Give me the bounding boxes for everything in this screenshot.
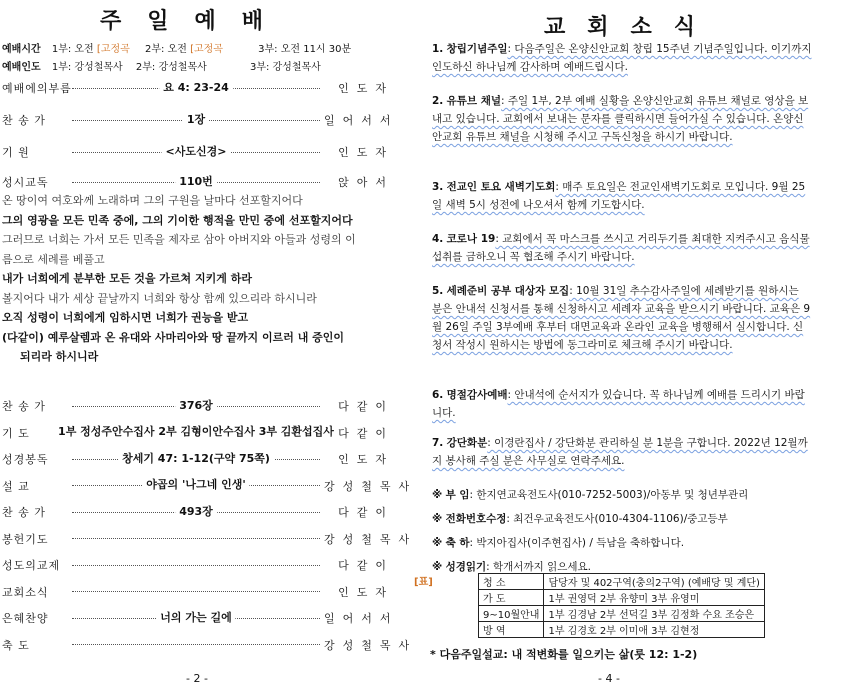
order-row [2, 112, 399, 128]
order-content: 110번 [175, 173, 217, 189]
duty-people: 1부 권영덕 2부 유향미 3부 유영미 [544, 590, 765, 606]
order-label: 찬 송 가 [2, 506, 46, 519]
order-row [2, 80, 394, 96]
news-body: : 교회에서 꼭 마스크를 쓰시고 거리두기를 최대한 지켜주시고 음식물 섭취를 금하오니 꼭 협조해 주시기 바랍니다. [432, 233, 810, 263]
duty-people: 1부 김경남 2부 선덕길 3부 김정화 수요 조승은 [544, 606, 765, 622]
order-label: 은혜찬양 [2, 612, 49, 625]
news-item [432, 40, 812, 76]
next-sermon-footer: * 다음주일설교: 내 적변화를 일으키는 삶(룻 12: 1-2) [430, 648, 698, 661]
order-label: 성경봉독 [2, 453, 49, 466]
news-num: 4. [432, 233, 444, 245]
duty-role: 방 역 [479, 622, 544, 638]
news-item [432, 386, 812, 422]
order-performer: 다같이 [338, 506, 394, 519]
duty-role: 가 도 [479, 590, 544, 606]
news-item [432, 92, 812, 146]
note-heading: 성경읽기 [445, 561, 487, 573]
time-tag2: [고정곡 [190, 44, 223, 55]
duty-people: 1부 김경호 2부 이미애 3부 김현정 [544, 622, 765, 638]
order-label: 찬 송 가 [2, 114, 46, 127]
left-page [0, 0, 420, 692]
news-item [432, 230, 812, 266]
note-body: : 한지연교육전도사(010-7252-5003)/아동부 및 청년부관리 [469, 489, 749, 501]
order-performer: 인도자 [338, 82, 394, 95]
order-content: 창세기 47: 1-12(구약 75쪽) [118, 450, 274, 466]
order-performer: 다같이 [338, 559, 394, 572]
news-note [432, 534, 812, 552]
order-leader-dots [72, 565, 320, 566]
duty-row [479, 622, 765, 638]
order-content: 너의 가는 길에 [156, 609, 235, 625]
note-mark: ※ [432, 561, 443, 573]
time-p2: 2부: 오전 [144, 44, 187, 55]
order-performer: 앉아서 [338, 176, 394, 189]
reading-line: 름으로 세례를 베풀고 [2, 252, 105, 266]
order-row [2, 610, 399, 626]
leader-p3: 3부: 강성철목사 [249, 62, 321, 73]
time-p1: 1부: 오전 [51, 44, 94, 55]
note-mark: ※ [432, 489, 443, 501]
news-num: 2. [432, 95, 444, 107]
news-heading: 명절감사예배 [446, 389, 508, 401]
news-body: : 10월 31일 추수감사주일에 세례받기를 원하시는 분은 안내석 신청서를 통해 신청하시고 세례자 교육을 받으시기 바랍니다. 교육은 9월 26일 주일 3부예배 후부터 대면교육과 온라인 교육을 병행해서 실시합니다. 신청서 작성시 원하시는 방법에 동그라미로 체크해 주시기 바랍니다. [432, 285, 811, 351]
news-num: 7. [432, 437, 444, 449]
order-row [2, 398, 394, 414]
order-content: <사도신경> [162, 143, 231, 159]
note-heading: 전화번호수정 [445, 513, 507, 525]
order-leader-dots [72, 398, 320, 412]
order-row [2, 504, 394, 520]
order-leader-dots [72, 451, 320, 465]
news-item [432, 178, 812, 214]
table-tag: [표] [414, 577, 433, 588]
reading-line: 그러므로 너희는 가서 모든 민족을 제자로 삼아 아버지와 아들과 성령의 이 [2, 233, 356, 246]
order-performer: 일어서서 [324, 114, 399, 127]
order-row [2, 478, 418, 494]
duty-people: 담당자 및 402구역(충의2구역) (예배당 및 계단) [544, 574, 765, 590]
news-note [432, 486, 812, 504]
note-mark: ※ [432, 513, 443, 525]
reading-line: 내가 너희에게 분부한 모든 것을 가르쳐 지키게 하라 [2, 272, 252, 285]
duty-role: 9~10월안내 [479, 606, 544, 622]
news-body: : 주일 1부, 2부 예배 실황을 온양신안교회 유튜브 채널로 영상을 보내고 있습니다. 교회에서 보내는 문자를 클릭하시면 들어가실 수 있습니다. 온양신안교회 유튜브 채널을 시청해 주시고 구독신청을 하시기 바랍니다. [432, 95, 809, 143]
order-label: 교회소식 [2, 585, 49, 599]
note-heading: 부 임 [445, 489, 470, 501]
note-body: : 최건우교육전도사(010-4304-1106)/중고등부 [506, 513, 728, 525]
leader-p2: 2부: 강성철목사 [135, 62, 207, 73]
note-body: : 학개서까지 읽으세요. [486, 561, 591, 573]
order-performer: 강성철목사 [324, 532, 418, 546]
order-content: 1부 정성주안수집사 2부 김형이안수집사 3부 김환섭집사 [54, 423, 338, 439]
order-leader-dots [72, 112, 320, 126]
order-leader-dots [72, 591, 320, 592]
news-heading: 강단화분 [446, 437, 488, 449]
order-content: 376장 [175, 397, 217, 413]
order-row [2, 637, 418, 653]
duty-role: 청 소 [479, 574, 544, 590]
order-row [2, 425, 394, 441]
order-row [2, 531, 418, 547]
order-performer: 일어서서 [324, 612, 399, 625]
reading-line: 그의 영광을 모든 민족 중에, 그의 기이한 행적을 만민 중에 선포할지어다 [2, 213, 353, 227]
page-number-right: - 4 - [598, 672, 620, 685]
order-leader-dots [72, 478, 320, 492]
worship-time-row [2, 40, 351, 55]
order-label: 축 도 [2, 638, 30, 652]
order-leader-dots [72, 644, 320, 645]
news-body: : 이경란집사 / 강단화분 관리하실 분 1분을 구합니다. 2022년 12월까지 봉사해 주실 분은 사무실로 연락주세요. [432, 437, 808, 467]
duty-row [479, 590, 765, 606]
duty-row [479, 574, 765, 590]
order-row [2, 174, 394, 190]
time-p3: 3부: 오전 11시 30분 [258, 44, 352, 55]
order-content: 493장 [175, 503, 217, 519]
order-label: 기 원 [2, 146, 30, 159]
order-label: 성도의교제 [2, 559, 61, 572]
order-content: 1장 [183, 111, 209, 127]
order-content: 야곱의 '나그네 인생' [142, 476, 249, 492]
news-note [432, 510, 812, 528]
order-performer: 다같이 [338, 400, 394, 413]
order-row [2, 451, 394, 467]
order-performer: 강성철목사 [324, 479, 418, 493]
leader-label: 예배인도 [2, 62, 41, 73]
order-leader-dots [58, 425, 334, 439]
news-body: : 안내석에 순서지가 있습니다. 꼭 하나님께 예배를 드리시기 바랍니다. [432, 389, 805, 419]
note-body: : 박지아집사(이주현집사) / 득남을 축하합니다. [469, 537, 685, 549]
news-num: 1. [432, 43, 444, 55]
order-performer: 강성철목사 [324, 638, 418, 652]
duty-row [479, 606, 765, 622]
note-mark: ※ [432, 537, 443, 549]
order-leader-dots [72, 610, 320, 624]
news-num: 6. [432, 389, 444, 401]
news-heading: 코로나 19 [446, 233, 496, 245]
order-leader-dots [72, 538, 320, 539]
order-content: 요 4: 23-24 [159, 79, 233, 95]
news-heading: 창립기념주일 [446, 43, 508, 55]
reading-line: 되리라 하시니라 [20, 350, 99, 363]
time-label: 예배시간 [2, 44, 41, 55]
time-tag1: [고정곡 [96, 44, 130, 55]
order-row [2, 584, 394, 600]
order-leader-dots [72, 144, 320, 158]
reading-line: 오직 성령이 너희에게 임하시면 너희가 권능을 받고 [2, 311, 249, 324]
news-item [432, 282, 812, 354]
order-performer: 인도자 [338, 585, 394, 599]
order-label: 성시교독 [2, 176, 49, 189]
news-body: : 매주 토요일은 전교인새벽기도회로 모입니다. 9월 25일 새벽 5시 성전에 나오셔서 함께 기도합시다. [432, 181, 806, 211]
news-heading: 유튜브 채널 [446, 95, 502, 107]
news-heading: 전교인 토요 새벽기도회 [446, 181, 556, 193]
order-row [2, 557, 394, 573]
order-performer: 인도자 [338, 453, 394, 466]
order-leader-dots [72, 80, 320, 94]
reading-line: (다같이) 예루살렘과 온 유대와 사마리아와 땅 끝까지 이르러 내 증인이 [2, 330, 345, 344]
news-num: 5. [432, 285, 444, 297]
order-row [2, 144, 394, 160]
order-label: 예배에의부름 [2, 82, 72, 95]
right-page [414, 0, 860, 692]
duty-table [478, 573, 765, 638]
order-leader-dots [72, 174, 320, 188]
news-body: : 다음주일은 온양신안교회 창립 15주년 기념주일입니다. 이기까지 인도하신 하나님께 감사하며 예배드립시다. [432, 43, 812, 73]
reading-line: 온 땅이여 여호와께 노래하며 그의 구원을 날마다 선포할지어다 [2, 194, 303, 207]
worship-leader-row [2, 58, 321, 73]
reading-line: 볼지어다 내가 세상 끝날까지 너희와 항상 함께 있으리라 하시니라 [2, 291, 317, 305]
note-heading: 축 하 [445, 537, 470, 549]
order-label: 설 교 [2, 479, 30, 493]
order-label: 찬 송 가 [2, 400, 46, 413]
news-title: 교회소식 [544, 14, 718, 40]
leader-p1: 1부: 강성철목사 [51, 62, 123, 73]
order-label: 봉헌기도 [2, 532, 49, 546]
news-heading: 세례준비 공부 대상자 모집 [446, 285, 570, 297]
worship-title: 주일예배 [100, 8, 290, 34]
order-leader-dots [72, 504, 320, 518]
page-number-left: - 2 - [186, 672, 208, 685]
order-label: 기 도 [2, 426, 30, 440]
order-performer: 다같이 [338, 426, 394, 440]
news-num: 3. [432, 181, 444, 193]
news-item [432, 434, 812, 470]
order-performer: 인도자 [338, 146, 394, 159]
